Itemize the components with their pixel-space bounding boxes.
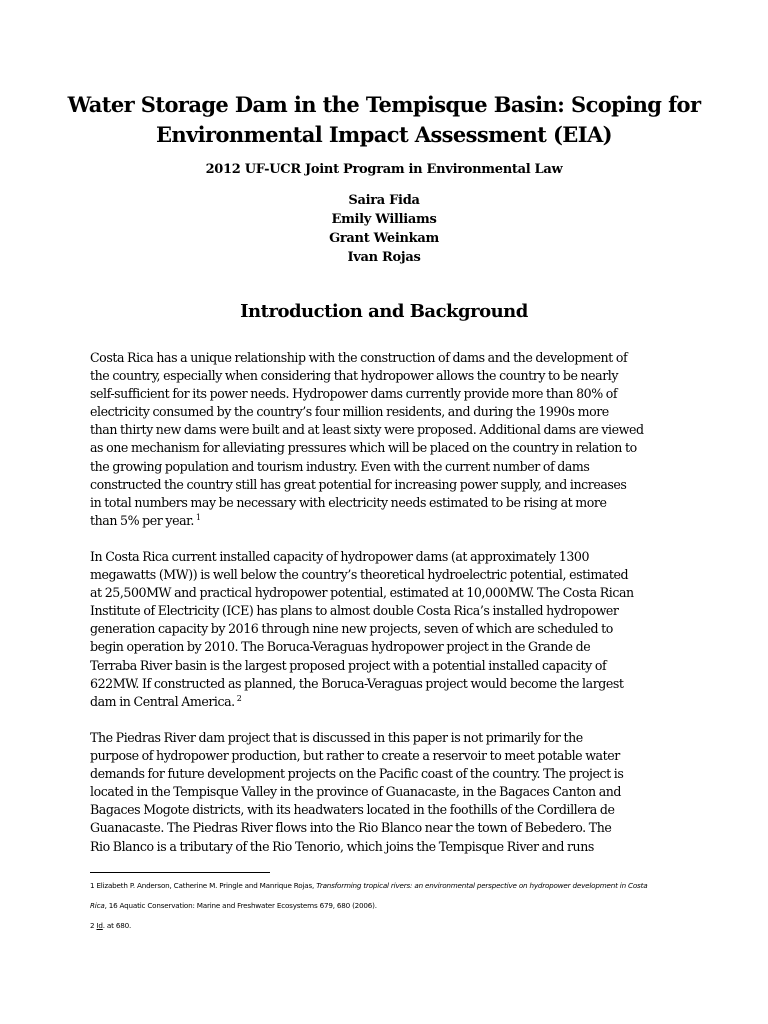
text-line: electricity consumed by the country’s four million residents, and during the 1990s more [90,404,609,420]
text-line-content: than 5% per year. [90,512,194,528]
footnote-2-number: 2 [90,921,97,930]
text-line: the country, especially when considering that hydropower allows the country to be nearly [90,368,619,384]
footnote-1 [90,876,690,896]
document-title [40,90,728,150]
text-line-last [90,693,680,711]
text-line: purpose of hydropower production, but rather to create a reservoir to meet potable water [90,748,620,764]
footnotes [90,876,690,936]
footnote-separator [90,872,270,873]
text-line: in total numbers may be necessary with electricity needs estimated to be rising at more [90,494,607,510]
footnote-2 [90,916,690,936]
author-name: Emily Williams [331,212,437,227]
text-line: self-sufficient for its power needs. Hydropower dams currently provide more than 80% of [90,386,618,402]
document-subtitle: 2012 UF-UCR Joint Program in Environmental Law [205,162,563,177]
text-line: demands for future development projects on the Pacific coast of the country. The project is [90,766,624,782]
text-line: Bagaces Mogote districts, with its headwaters located in the foothills of the Cordillera de [90,802,615,818]
text-line: The Piedras River dam project that is discussed in this paper is not primarily for the [90,730,583,745]
text-line: generation capacity by 2016 through nine new projects, seven of which are scheduled to [90,621,613,637]
text-line: Rio Blanco is a tributary of the Rio Tenorio, which joins the Tempisque River and runs [90,838,594,854]
author-name: Grant Weinkam [329,231,439,246]
footnote-1-article-title: Transforming tropical rivers: an environmental perspective on hydropower development in Costa [316,881,648,890]
text-line-content: dam in Central America. [90,693,235,709]
body-paragraph-3 [90,729,680,856]
footnote-1-continued [90,896,690,916]
body-paragraph-2 [90,548,680,711]
footnote-1-article-title-end: Rica [90,901,105,910]
text-line: as one mechanism for alleviating pressures which will be placed on the country in relation to [90,440,637,456]
text-line: located in the Tempisque Valley in the province of Guanacaste, in the Bagaces Canton and [90,784,622,800]
text-line: constructed the country still has great potential for increasing power supply, and increases [90,476,627,492]
body-paragraph-1 [90,349,680,530]
footnote-2-id: Id [96,921,103,930]
footnote-2-rest: . at 680. [102,921,132,930]
text-line: at 25,500MW and practical hydropower potential, estimated at 10,000MW. The Costa Rican [90,585,634,601]
title-line-1: Water Storage Dam in the Tempisque Basin: Scoping for [67,92,701,117]
footnote-ref-2[interactable]: 2 [236,693,242,703]
author-name: Saira Fida [348,193,420,208]
text-line: In Costa Rica current installed capacity of hydropower dams (at approximately 1300 [90,549,590,564]
author-list [40,191,728,267]
footnote-1-source: , 16 Aquatic Conservation: Marine and Freshwater Ecosystems 679, 680 (2006). [104,901,377,910]
text-line: the growing population and tourism industry. Even with the current number of dams [90,458,590,474]
text-line: Costa Rica has a unique relationship with the construction of dams and the development of [90,350,628,365]
text-line: 622MW. If constructed as planned, the Boruca-Veraguas project would become the largest [90,675,624,691]
text-line: Guanacaste. The Piedras River flows into the Rio Blanco near the town of Bebedero. The [90,820,612,836]
text-line: megawatts (MW)) is well below the country’s theoretical hydroelectric potential, estimated [90,567,629,583]
title-line-2: Environmental Impact Assessment (EIA) [156,122,612,147]
section-heading: Introduction and Background [240,301,528,322]
text-line-last [90,512,680,530]
text-line: Terraba River basin is the largest proposed project with a potential installed capacity of [90,657,607,673]
text-line: than thirty new dams were built and at least sixty were proposed. Additional dams are viewed [90,422,644,438]
footnote-1-citation: 1 Elizabeth P. Anderson, Catherine M. Pringle and Manrique Rojas, [90,881,317,890]
author-name: Ivan Rojas [347,250,421,265]
text-line: begin operation by 2010. The Boruca-Veraguas hydropower project in the Grande de [90,639,591,655]
text-line: Institute of Electricity (ICE) has plans to almost double Costa Rica’s installed hydropower [90,603,619,619]
footnote-ref-1[interactable]: 1 [195,512,201,522]
